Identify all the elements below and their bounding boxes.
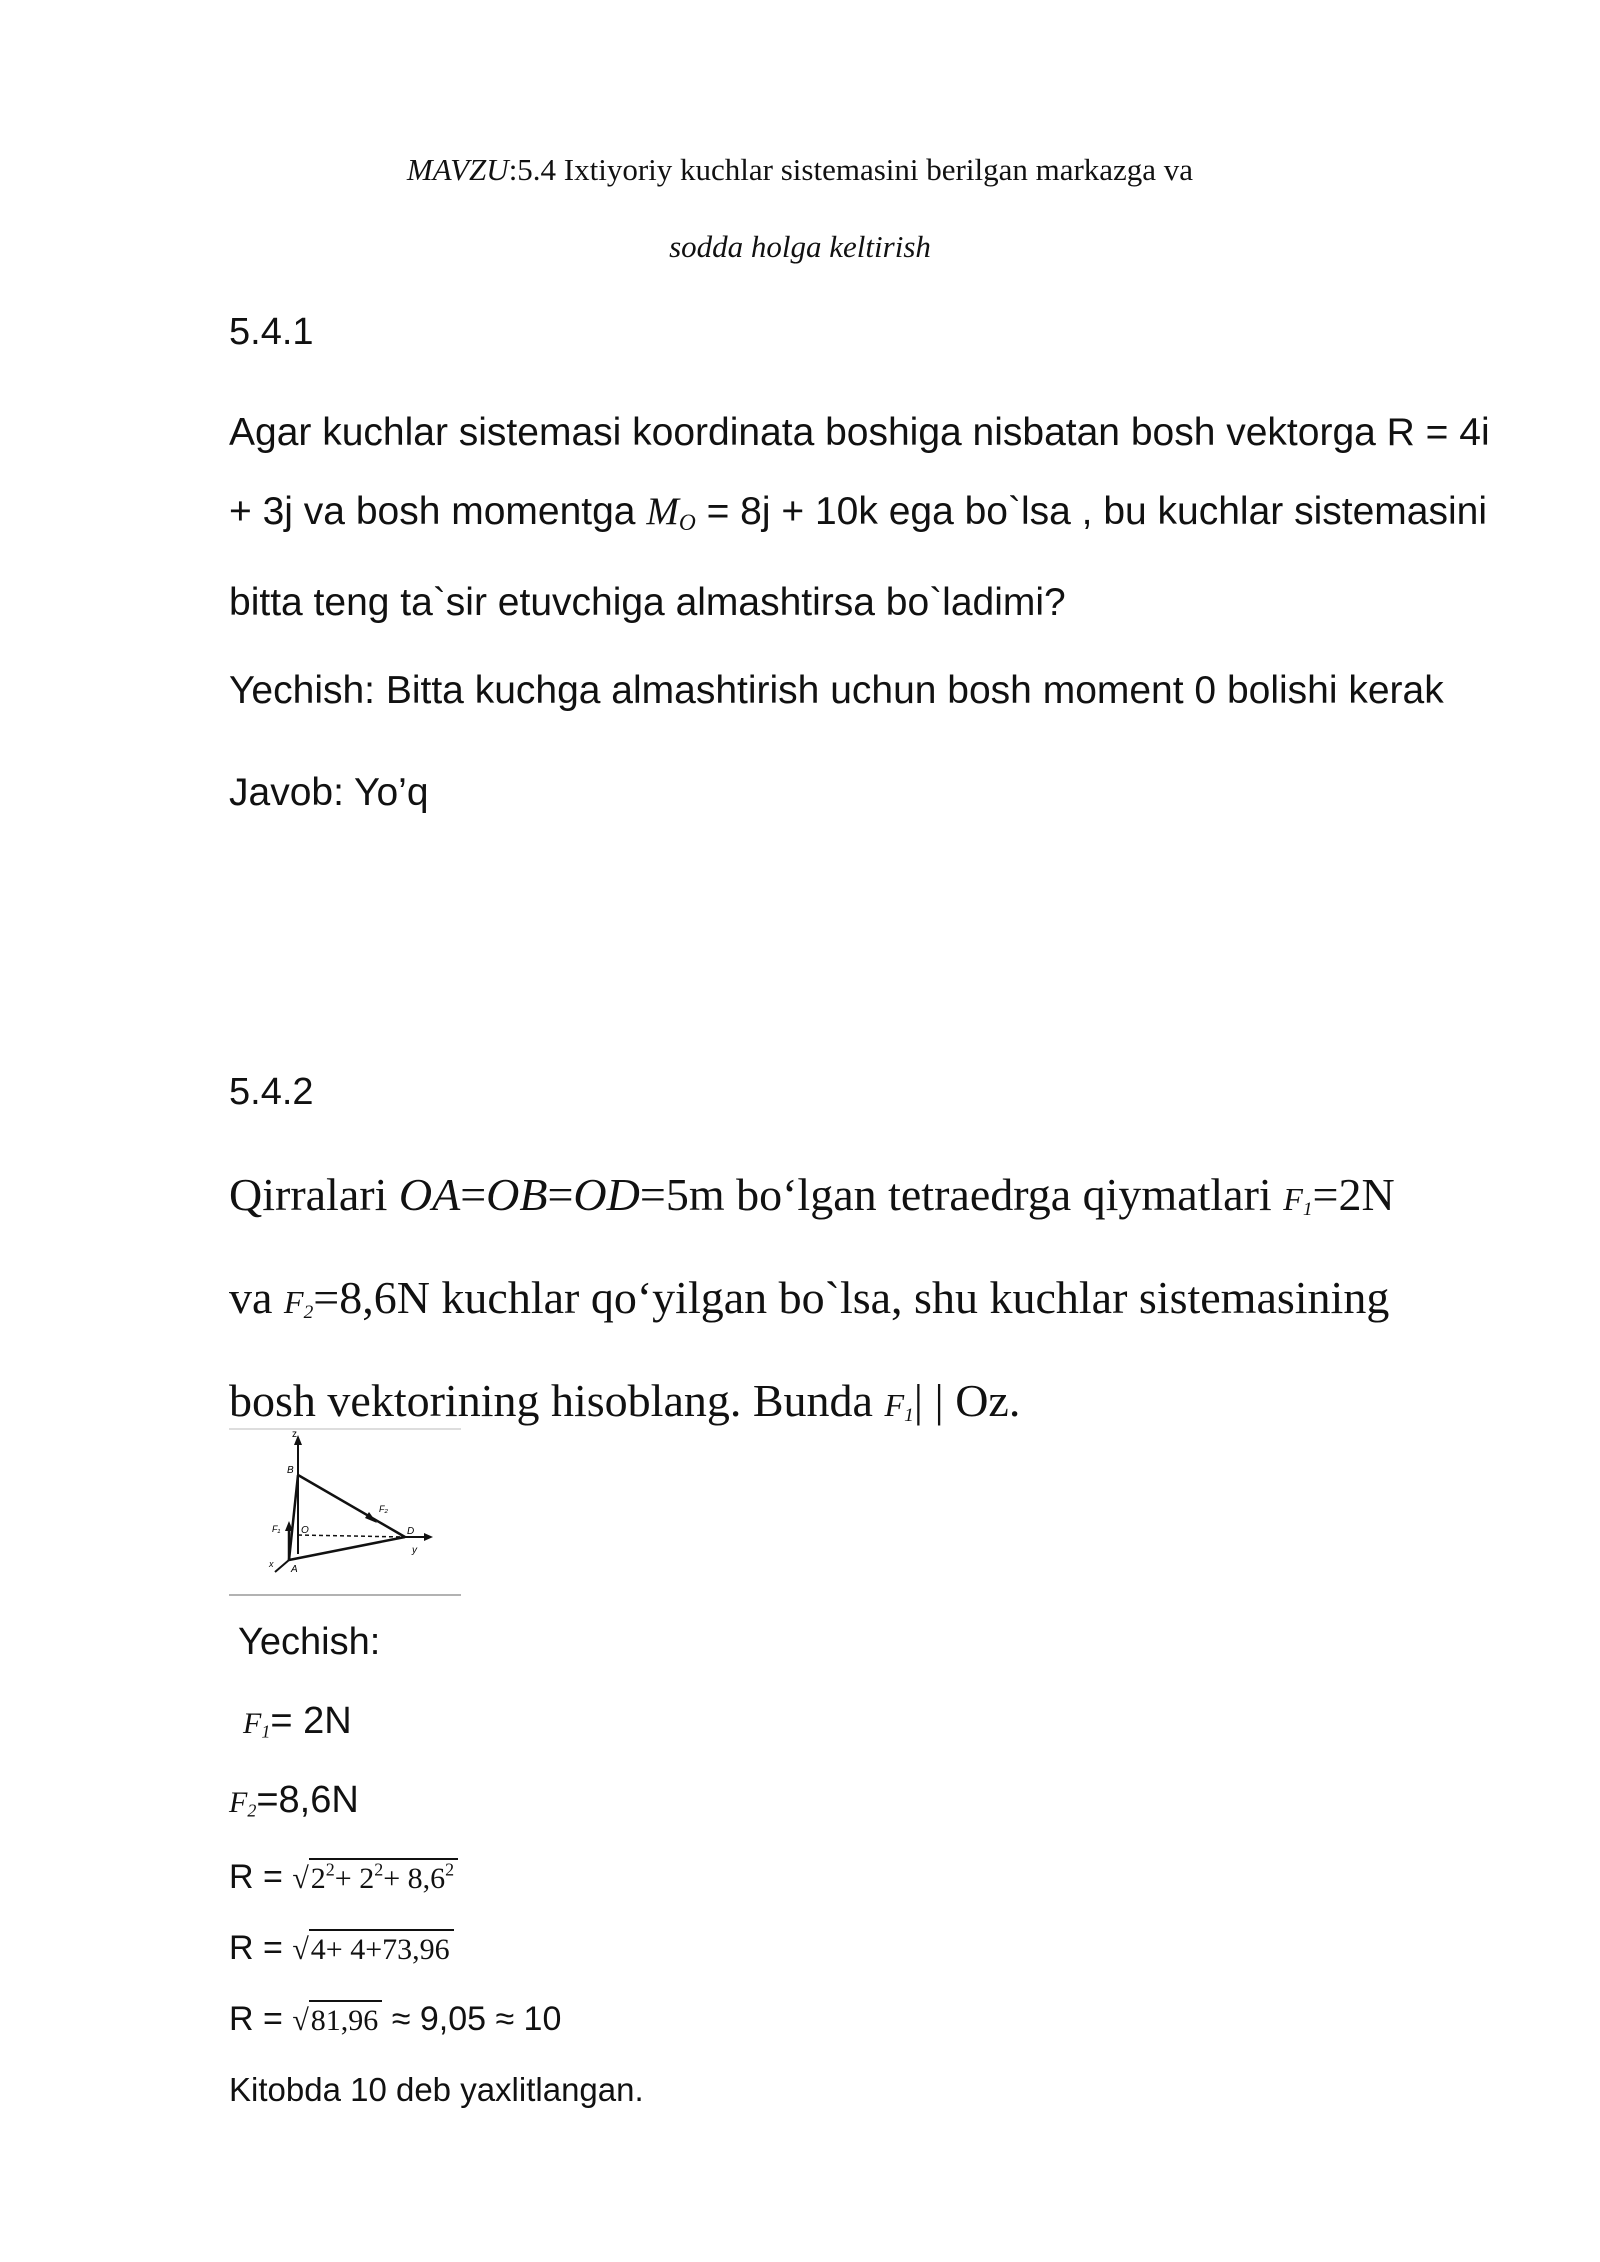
- edge-ab: [289, 1475, 298, 1560]
- p2-l3-post: | | Oz.: [913, 1374, 1021, 1426]
- problem1-text: [229, 393, 1519, 642]
- label-o: O: [301, 1525, 309, 1536]
- r1-c-exp: 2: [445, 1859, 455, 1880]
- title-line1: [509, 152, 1193, 187]
- r1-c: 8,6: [407, 1862, 446, 1895]
- r3-tail: ≈ 9,05 ≈ 10: [382, 2000, 562, 2038]
- problem-number-2: 5.4.2: [229, 1071, 314, 1113]
- rounding-note: Kitobda 10 deb yaxlitlangan.: [229, 2071, 644, 2108]
- r3-sqrt: √81,96: [292, 2000, 382, 2037]
- label-b: B: [287, 1465, 294, 1476]
- r3-prefix: R =: [229, 2000, 293, 2038]
- r1-plus1: +: [334, 1862, 352, 1895]
- edge-ad: [289, 1537, 405, 1560]
- label-f1: F₁: [272, 1524, 281, 1534]
- f2-letter-2: F: [229, 1786, 248, 1819]
- f1-symbol-2: [884, 1386, 914, 1426]
- problem1-solution: Yechish: Bitta kuchga almashtirish uchun bosh moment 0 bolishi kerak: [229, 669, 1444, 712]
- problem1-line-b-pre: + 3j va bosh momentga: [229, 490, 647, 533]
- edge-bd: [298, 1475, 405, 1537]
- p2-l3-pre: bosh vektorining hisoblang. Bunda: [229, 1374, 885, 1426]
- label-z: z: [292, 1429, 297, 1440]
- r1-prefix: R =: [229, 1858, 293, 1896]
- f2-symbol-2: [229, 1786, 256, 1819]
- p2-ob: OB: [486, 1169, 548, 1220]
- f1-letter-2: F: [884, 1386, 905, 1423]
- r2-radicand: 4+ 4+73,96: [309, 1929, 454, 1966]
- p2-oa: OA: [398, 1169, 461, 1220]
- p2-l1-mid: =5m bo‘lgan tetraedrga qiymatlari: [639, 1169, 1284, 1220]
- r3-radicand: 81,96: [309, 2000, 383, 2037]
- f1-subscript-3: 1: [261, 1721, 271, 1742]
- f2-subscript-2: 2: [247, 1800, 257, 1821]
- problem1-answer: Javob: Yo’q: [229, 771, 429, 814]
- problem2-line-1: [229, 1151, 1529, 1254]
- problem2-line-2: [229, 1254, 1529, 1357]
- label-x: x: [269, 1559, 274, 1569]
- f1-letter-3: F: [243, 1707, 262, 1740]
- p2-od: OD: [573, 1169, 640, 1220]
- title-mavzu: MAVZU: [406, 152, 509, 187]
- moment-symbol: [646, 490, 696, 536]
- r1-a-exp: 2: [325, 1859, 335, 1880]
- f1-subscript-2: 1: [904, 1404, 914, 1426]
- tetrahedron-figure: [229, 1427, 461, 1597]
- f1-value: = 2N: [270, 1700, 352, 1742]
- page-title: [0, 152, 1600, 188]
- f1-value-line: [243, 1700, 352, 1743]
- f2-value: =8,6N: [256, 1779, 359, 1821]
- label-d: D: [407, 1526, 415, 1537]
- f1-subscript: 1: [1302, 1198, 1313, 1220]
- equation-r1: [229, 1858, 458, 1897]
- problem2-text: [229, 1151, 1529, 1459]
- page-subtitle: sodda holga keltirish: [669, 229, 931, 264]
- equation-r3: [229, 2000, 561, 2039]
- r1-a: 2: [310, 1862, 326, 1895]
- problem2-solution-label: Yechish:: [238, 1621, 381, 1663]
- p2-eq1: =: [460, 1169, 487, 1220]
- equation-r2: [229, 1929, 454, 1968]
- r1-plus2: +: [383, 1862, 401, 1895]
- f2-value-line: [229, 1779, 359, 1822]
- x-axis: [275, 1560, 289, 1572]
- edge-od: [298, 1535, 405, 1537]
- p2-l2-pre: va: [229, 1271, 284, 1323]
- f2-letter: F: [283, 1283, 304, 1320]
- label-y: y: [412, 1545, 417, 1556]
- p2-eq2: =: [547, 1169, 574, 1220]
- moment-letter: M: [646, 490, 679, 533]
- f1-symbol-3: [243, 1707, 270, 1740]
- problem1-line-c: bitta teng ta`sir etuvchiga almashtirsa bo`ladimi?: [229, 580, 1066, 624]
- f1-symbol: [1283, 1181, 1313, 1220]
- tetrahedron-svg: [229, 1427, 461, 1597]
- label-f2: F₂: [379, 1504, 388, 1514]
- title-line1-text: :5.4 Ixtiyoriy kuchlar sistemasini berilgan markazga va: [508, 152, 1194, 187]
- p2-l1-pre: Qirralari: [229, 1169, 399, 1220]
- r1-radicand: [309, 1858, 458, 1895]
- label-a: A: [291, 1564, 298, 1575]
- problem1-line-b: [229, 472, 1519, 563]
- r2-prefix: R =: [229, 1929, 293, 1967]
- p2-l1-post: =2N: [1312, 1169, 1395, 1220]
- moment-subscript: O: [678, 509, 696, 536]
- r2-sqrt: √4+ 4+73,96: [292, 1929, 453, 1966]
- f1-letter: F: [1283, 1181, 1303, 1217]
- problem1-line-a: Agar kuchlar sistemasi koordinata boshiga nisbatan bosh vektorga R = 4i: [229, 411, 1490, 454]
- problem-number-1: 5.4.1: [229, 311, 314, 353]
- f2-subscript: 2: [303, 1301, 314, 1323]
- r1-sqrt: $√2^2+ 2^2+ 8,6^2$: [292, 1858, 458, 1895]
- r1-b: 2: [359, 1862, 375, 1895]
- p2-l2-post: =8,6N kuchlar qo‘yilgan bo`lsa, shu kuchlar sistemasining: [313, 1271, 1390, 1323]
- f2-symbol: [283, 1283, 314, 1323]
- y-arrow: [424, 1533, 433, 1541]
- problem1-line-b-post: = 8j + 10k ega bo`lsa , bu kuchlar sistemasini: [695, 490, 1487, 533]
- r1-b-exp: 2: [374, 1859, 384, 1880]
